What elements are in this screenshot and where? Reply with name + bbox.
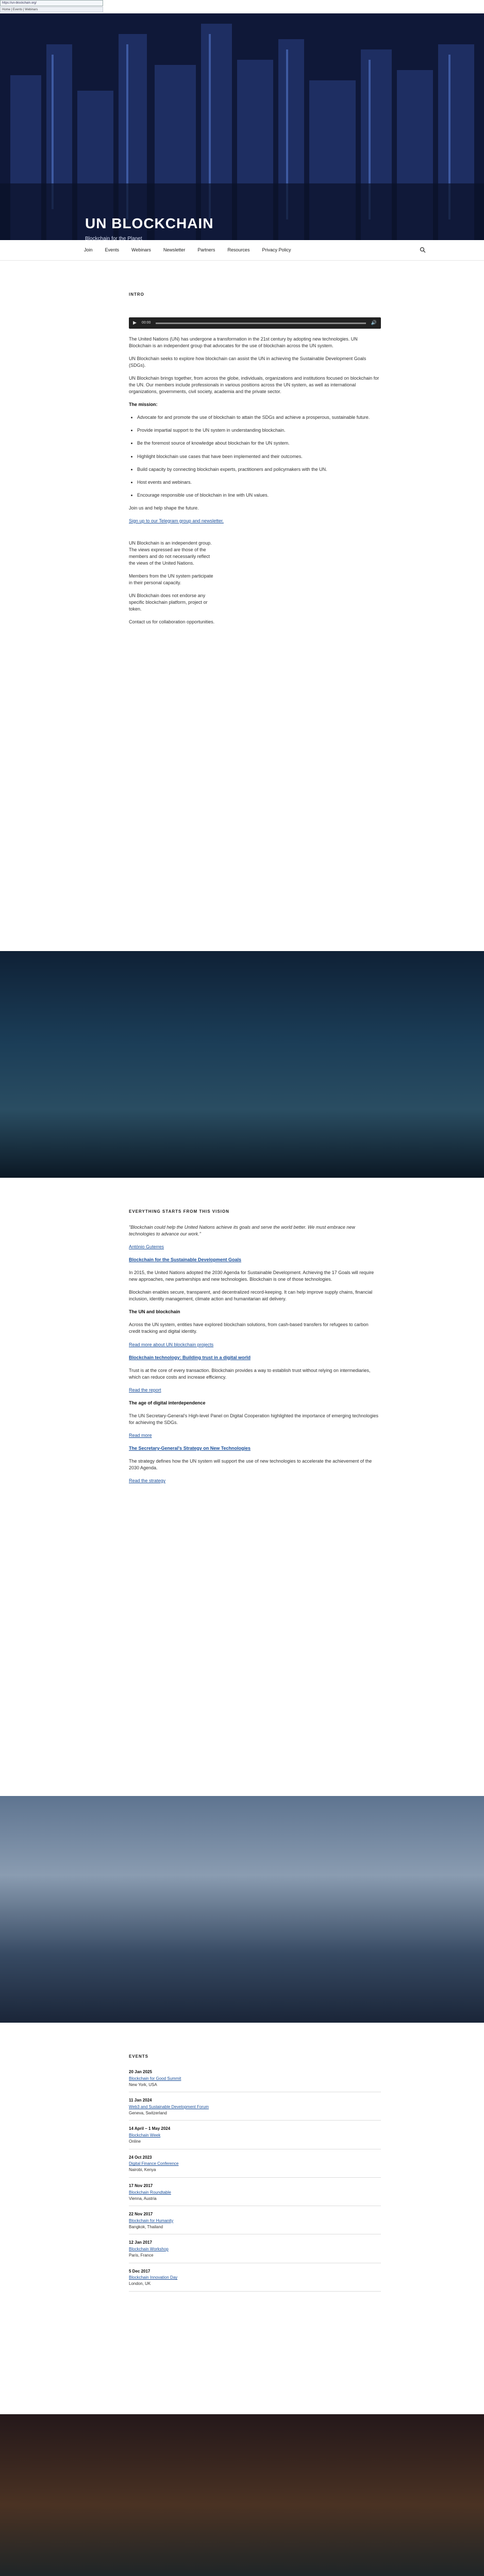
event-title-link[interactable]: Blockchain Innovation Day	[129, 2275, 178, 2280]
event-date: 5 Dec 2017	[129, 2268, 151, 2274]
trust-heading-link[interactable]: Blockchain technology: Building trust in a digital world	[129, 1354, 251, 1360]
url-field[interactable]: https://un-blockchain.org/	[0, 0, 103, 6]
event-date: 14 April – 1 May 2024	[129, 2126, 171, 2131]
nav-item-resources[interactable]: Resources	[227, 247, 250, 252]
list-item: • Highlight blockchain use cases that have been implemented and their outcomes.	[137, 453, 381, 460]
event-date: 17 Nov 2017	[129, 2183, 153, 2188]
event-item	[129, 2097, 381, 2121]
intro-label: INTRO	[129, 292, 144, 297]
event-item	[129, 2240, 381, 2263]
interdependence-heading: The age of digital interdependence	[129, 1400, 206, 1405]
nav-item-webinars[interactable]: Webinars	[131, 247, 151, 252]
event-place: Bangkok, Thailand	[129, 2224, 163, 2229]
browser-toolbar[interactable]: Home | Events | Webinars	[0, 7, 103, 12]
nav-item-newsletter[interactable]: Newsletter	[163, 247, 186, 252]
event-title-link[interactable]: Digital Finance Conference	[129, 2161, 179, 2166]
quote-author-link[interactable]: António Guterres	[129, 1244, 164, 1250]
intro-paragraph: UN Blockchain seeks to explore how blockchain can assist the UN in achieving the Sustainable Development Goals (SDGs).	[129, 356, 366, 368]
hero-banner	[0, 13, 484, 240]
site-brand[interactable]	[85, 213, 213, 240]
event-date: 11 Jan 2024	[129, 2098, 152, 2103]
event-title-link[interactable]: Web3 and Sustainable Development Forum	[129, 2104, 209, 2109]
main-nav	[0, 240, 484, 261]
search-icon[interactable]	[420, 247, 426, 253]
list-item: • Be the foremost source of knowledge about blockchain for the UN system.	[137, 440, 381, 447]
event-title-link[interactable]: Blockchain Workshop	[129, 2247, 169, 2251]
play-icon[interactable]: ▶	[133, 320, 137, 326]
un-blockchain-paragraph: Across the UN system, entities have explored blockchain solutions, from cash-based transfers for refugees to carbon credit tracking and digital identity.	[129, 1322, 369, 1334]
list-item: • Advocate for and promote the use of blockchain to attain the SDGs and achieve a prosperous, sustainable future.	[137, 414, 381, 421]
intro-paragraph: The United Nations (UN) has undergone a transformation in the 21st century by adopting new technologies. UN Blockchain is an independent group that advocates for the use of blockchain across the UN system.	[129, 336, 358, 349]
event-date: 24 Oct 2023	[129, 2155, 152, 2160]
event-title-link[interactable]: Blockchain for Humanity	[129, 2218, 174, 2223]
side-note: UN Blockchain is an independent group. The views expressed are those of the members and do not necessarily reflect the views of the United Nations.	[129, 540, 212, 566]
join-link[interactable]: Sign up to our Telegram group and newsletter.	[129, 518, 224, 523]
un-blockchain-heading: The UN and blockchain	[129, 1309, 180, 1315]
read-more-link[interactable]: Read more	[129, 1432, 152, 1438]
event-place: Vienna, Austria	[129, 2196, 157, 2201]
event-place: New York, USA	[129, 2082, 157, 2087]
list-item: • Provide impartial support to the UN system in understanding blockchain.	[137, 427, 381, 434]
site-tagline: Blockchain for the Planet	[85, 235, 142, 240]
strategy-heading-link[interactable]: The Secretary-General's Strategy on New Technologies	[129, 1445, 251, 1451]
events-list	[129, 2023, 381, 2292]
event-item	[129, 2155, 381, 2178]
nav-item-join[interactable]: Join	[84, 247, 93, 252]
event-place: Nairobi, Kenya	[129, 2167, 156, 2173]
mission-label: The mission:	[129, 402, 158, 408]
event-item	[129, 2069, 381, 2092]
browser-bar	[0, 0, 484, 13]
city-skyline-image	[0, 13, 484, 240]
sdg-paragraph: In 2015, the United Nations adopted the 2030 Agenda for Sustainable Development. Achieving the 17 Goals will require new approaches, new partnerships and new technologies. Blockchain is one of those technologies.	[129, 1270, 374, 1282]
vision-section	[0, 1178, 484, 1796]
vision-quote: "Blockchain could help the United Nations achieve its goals and serve the world better. We must embrace new technologies to advance our work."	[129, 1225, 355, 1237]
event-title-link[interactable]: Blockchain Roundtable	[129, 2190, 171, 2195]
event-item	[129, 2268, 381, 2292]
audio-player[interactable]	[129, 317, 381, 329]
interdependence-paragraph: The UN Secretary-General's High-level Panel on Digital Cooperation highlighted the importance of emerging technologies for achieving the SDGs.	[129, 1413, 378, 1425]
nav-item-privacy[interactable]: Privacy Policy	[262, 247, 291, 252]
intro-section	[0, 261, 484, 951]
sdg-heading-link[interactable]: Blockchain for the Sustainable Development Goals	[129, 1257, 242, 1263]
event-place: Paris, France	[129, 2253, 154, 2258]
un-projects-link[interactable]: Read more about UN blockchain projects	[129, 1342, 214, 1347]
nav-item-events[interactable]: Events	[105, 247, 120, 252]
events-section	[0, 2023, 484, 2414]
event-place: London, UK	[129, 2281, 151, 2286]
list-item: • Host events and webinars.	[137, 479, 381, 486]
sdg-paragraph: Blockchain enables secure, transparent, and decentralized record-keeping. It can help improve supply chains, financial inclusion, identity management, climate action and humanitarian aid delivery.	[129, 1290, 373, 1302]
intro-paragraph: UN Blockchain brings together, from across the globe, individuals, organizations and institutions focused on blockchain for the UN. Our members include professionals in various positions across the UN system, as well as international organizations, governments, civil society, academia and the private sector.	[129, 376, 379, 395]
vision-label: EVERYTHING STARTS FROM THIS VISION	[129, 1209, 229, 1214]
event-item	[129, 2126, 381, 2149]
audio-progress[interactable]	[156, 323, 365, 324]
event-place: Online	[129, 2139, 141, 2144]
event-date: 12 Jan 2017	[129, 2240, 152, 2245]
audio-time: 00:00	[141, 320, 151, 325]
side-note: UN Blockchain does not endorse any specific blockchain platform, project or token.	[129, 593, 208, 612]
event-title-link[interactable]: Blockchain for Good Summit	[129, 2076, 181, 2081]
city-photo-band	[0, 2414, 484, 2576]
city-photo-band	[0, 951, 484, 1178]
event-date: 22 Nov 2017	[129, 2212, 153, 2217]
side-note: Members from the UN system participate in their personal capacity.	[129, 573, 213, 586]
event-item	[129, 2211, 381, 2234]
event-date: 20 Jan 2025	[129, 2070, 152, 2074]
report-link[interactable]: Read the report	[129, 1387, 161, 1393]
trust-paragraph: Trust is at the core of every transaction. Blockchain provides a way to establish trust without relying on intermediaries, which can reduce costs and increase efficiency.	[129, 1367, 371, 1380]
list-item: • Encourage responsible use of blockchain in line with UN values.	[137, 492, 381, 499]
event-title-link[interactable]: Blockchain Week	[129, 2133, 161, 2138]
mission-list	[129, 414, 381, 498]
side-note: Contact us for collaboration opportunities.	[129, 619, 215, 625]
event-item	[129, 2183, 381, 2206]
city-photo-band	[0, 1796, 484, 2023]
strategy-link[interactable]: Read the strategy	[129, 1478, 166, 1484]
list-item: • Build capacity by connecting blockchain experts, practitioners and policymakers with the UN.	[137, 466, 381, 473]
events-label: EVENTS	[129, 2054, 149, 2059]
site-title[interactable]: UN BLOCKCHAIN	[85, 215, 214, 231]
join-text: Join us and help shape the future.	[129, 505, 199, 511]
event-place: Geneva, Switzerland	[129, 2110, 167, 2115]
volume-icon[interactable]: 🔊	[371, 320, 377, 326]
nav-item-partners[interactable]: Partners	[197, 247, 215, 252]
strategy-paragraph: The strategy defines how the UN system will support the use of new technologies to accelerate the achievement of the 2030 Agenda.	[129, 1458, 372, 1471]
